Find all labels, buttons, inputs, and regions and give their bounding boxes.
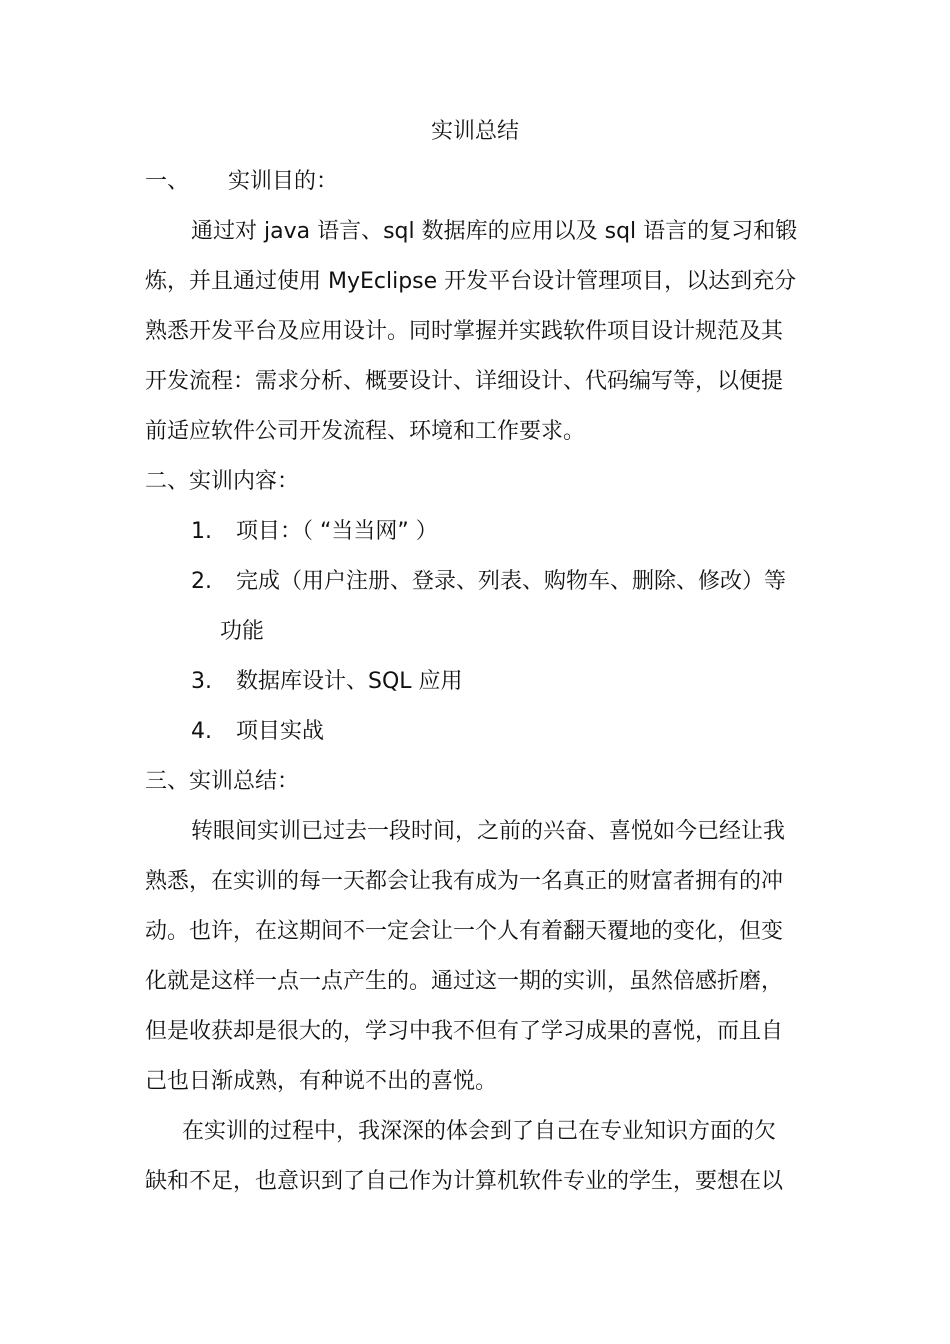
section3-paragraph-line: 动。也许，在这期间不一定会让一个人有着翻天覆地的变化，但变 (145, 919, 784, 944)
list-item-number: 2. (191, 569, 212, 594)
section3-paragraph-line: 转眼间实训已过去一段时间，之前的兴奋、喜悦如今已经让我 (191, 819, 786, 844)
section3-paragraph-line: 在实训的过程中，我深深的体会到了自己在专业知识方面的欠 (182, 1119, 777, 1144)
list-item-number: 4. (191, 719, 212, 744)
section1-number: 一、 (145, 169, 190, 194)
section1-paragraph-line: 炼，并且通过使用 MyEclipse 开发平台设计管理项目，以达到充分 (145, 269, 797, 294)
list-item-continuation: 功能 (220, 619, 265, 644)
section1-paragraph-line: 前适应软件公司开发流程、环境和工作要求。 (145, 419, 586, 444)
list-item-text: 项目实战 (236, 719, 325, 744)
section1-heading: 实训目的： (228, 169, 339, 194)
section1-paragraph-line: 开发流程：需求分析、概要设计、详细设计、代码编写等，以便提 (145, 369, 784, 394)
section3-paragraph-line: 己也日渐成熟，有种说不出的喜悦。 (145, 1069, 498, 1094)
section3-paragraph-line: 熟悉，在实训的每一天都会让我有成为一名真正的财富者拥有的冲 (145, 869, 784, 894)
document-title: 实训总结 (430, 119, 519, 144)
section2-heading: 二、实训内容： (145, 469, 300, 494)
list-item-text: 项目：（ “当当网” ） (236, 519, 438, 544)
section3-paragraph-line: 缺和不足，也意识到了自己作为计算机软件专业的学生，要想在以 (145, 1169, 784, 1194)
section3-paragraph-line: 化就是这样一点一点产生的。通过这一期的实训，虽然倍感折磨， (145, 969, 784, 994)
list-item-text: 数据库设计、SQL 应用 (236, 669, 463, 694)
section1-paragraph-line: 通过对 java 语言、sql 数据库的应用以及 sql 语言的复习和锻 (191, 219, 798, 244)
list-item-number: 3. (191, 669, 212, 694)
section3-paragraph-line: 但是收获却是很大的，学习中我不但有了学习成果的喜悦，而且自 (145, 1019, 784, 1044)
section1-paragraph-line: 熟悉开发平台及应用设计。同时掌握并实践软件项目设计规范及其 (145, 319, 784, 344)
list-item-number: 1. (191, 519, 212, 544)
list-item-text: 完成（用户注册、登录、列表、购物车、删除、修改）等 (236, 569, 787, 594)
section3-heading: 三、实训总结： (145, 769, 300, 794)
